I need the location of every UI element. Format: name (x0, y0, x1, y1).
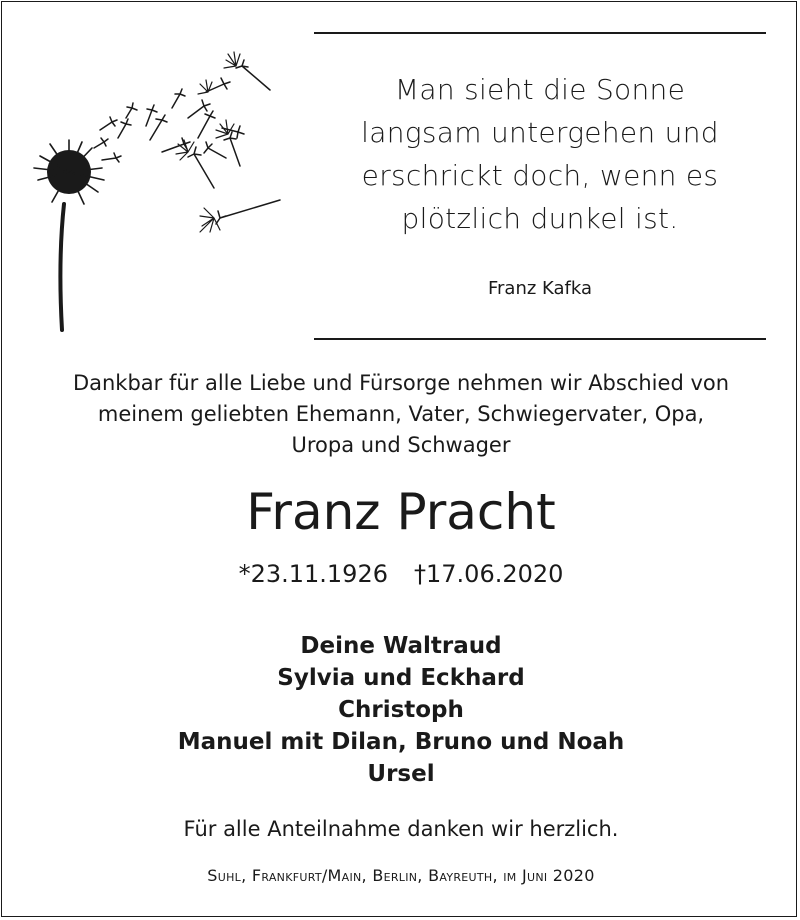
quote-author: Franz Kafka (487, 278, 593, 299)
top-divider (314, 32, 766, 34)
mourner-name: Manuel mit Dilan, Bruno und Noah (177, 729, 625, 755)
mourner-name: Christoph (338, 697, 464, 723)
quote-line: Man sieht die Sonne (394, 73, 686, 106)
bottom-divider (314, 338, 766, 340)
intro-text (12, 368, 790, 461)
mourner-name: Sylvia und Eckhard (277, 665, 525, 691)
intro-line: Uropa und Schwager (291, 433, 511, 457)
death-date: †17.06.2020 (414, 560, 564, 588)
intro-line: meinem geliebten Ehemann, Vater, Schwiegervater, Opa, (97, 402, 705, 426)
mourner-name: Deine Waltraud (300, 633, 502, 659)
mourners-list (12, 630, 790, 790)
quote-line: erschrickt doch, wenn es (361, 159, 719, 192)
place-date-line: Suhl, Frankfurt/Main, Berlin, Bayreuth, im Juni 2020 (207, 866, 595, 885)
birth-date: *23.11.1926 (238, 560, 388, 588)
mourner-name: Ursel (367, 761, 435, 787)
quote-block (314, 68, 766, 240)
obituary-notice (1, 1, 797, 917)
life-dates (12, 558, 790, 590)
quote-line: plötzlich dunkel ist. (401, 202, 679, 235)
quote-line: langsam untergehen und (361, 116, 719, 149)
deceased-name: Franz Pracht (246, 483, 556, 541)
thanks-line: Für alle Anteilnahme danken wir herzlich. (183, 817, 619, 841)
intro-line: Dankbar für alle Liebe und Fürsorge nehmen wir Abschied von (72, 371, 730, 395)
dandelion-icon (22, 40, 297, 335)
